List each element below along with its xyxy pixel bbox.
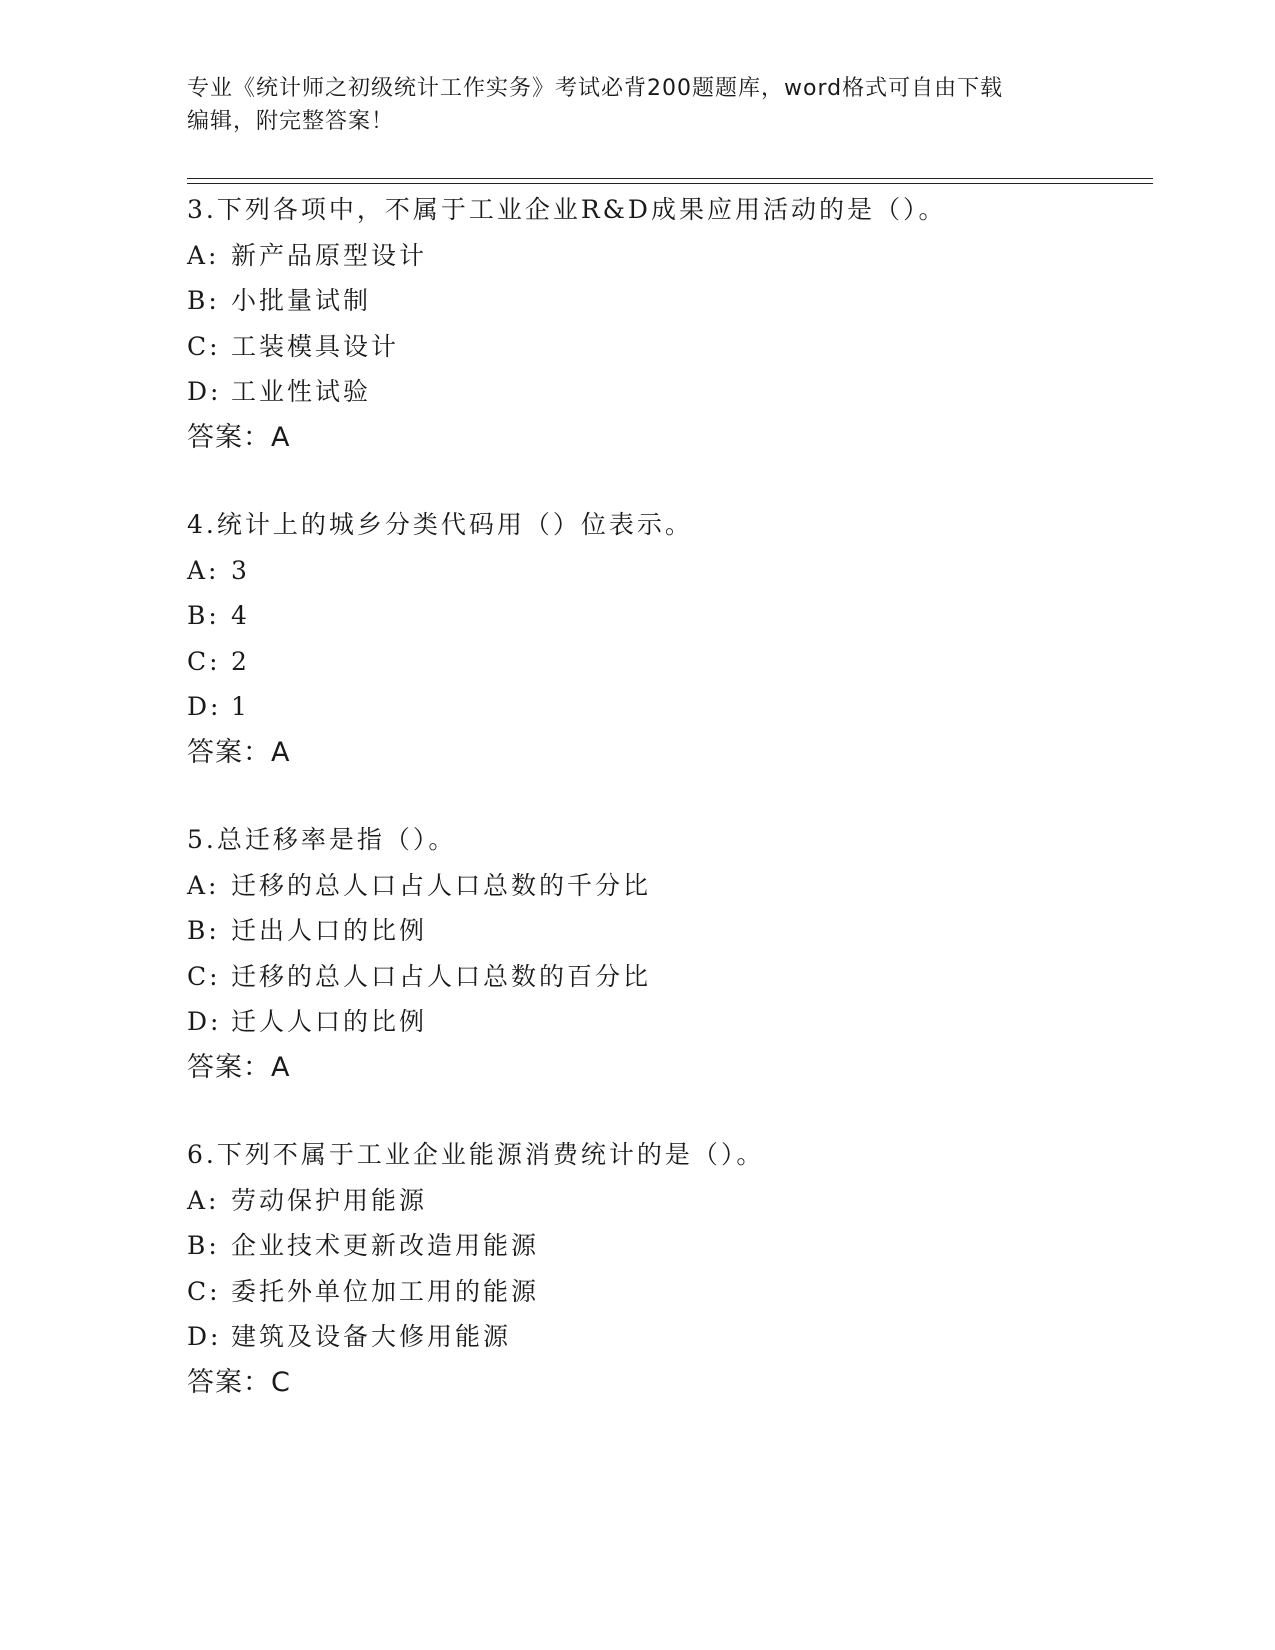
question-block xyxy=(187,502,1147,776)
header-line-1: 专业《统计师之初级统计工作实务》考试必背200题题库，word格式可自由下载 xyxy=(187,76,1004,101)
option-letter: B: xyxy=(187,916,220,946)
option-letter: D: xyxy=(187,1322,222,1352)
question-block xyxy=(187,1132,1147,1406)
option-letter: C: xyxy=(187,1276,221,1306)
option-a xyxy=(187,1178,1147,1224)
question-stem: 5.总迁移率是指（）。 xyxy=(187,825,457,854)
option-letter: A: xyxy=(187,555,220,585)
option-b xyxy=(187,278,1147,324)
option-text: 工业性试验 xyxy=(231,377,372,407)
option-text: 企业技术更新改造用能源 xyxy=(231,1231,540,1261)
answer-label: 答案：A xyxy=(187,421,291,453)
header-divider-top xyxy=(187,178,1153,179)
option-text: 3 xyxy=(231,555,250,585)
option-text: 迁人人口的比例 xyxy=(231,1007,428,1037)
option-letter: B: xyxy=(187,601,220,631)
option-letter: D: xyxy=(187,377,222,407)
option-text: 建筑及设备大修用能源 xyxy=(231,1322,512,1352)
question-stem: 6.下列不属于工业企业能源消费统计的是（）。 xyxy=(187,1140,765,1169)
option-text: 新产品原型设计 xyxy=(231,240,428,270)
option-text: 4 xyxy=(231,601,250,631)
option-b xyxy=(187,908,1147,954)
option-a xyxy=(187,863,1147,909)
option-letter: B: xyxy=(187,286,220,316)
answer-label: 答案：C xyxy=(187,1366,291,1398)
option-letter: A: xyxy=(187,240,220,270)
question-block xyxy=(187,817,1147,1091)
option-letter: C: xyxy=(187,961,221,991)
option-a xyxy=(187,233,1147,279)
option-letter: A: xyxy=(187,870,220,900)
question-block xyxy=(187,187,1147,461)
option-text: 劳动保护用能源 xyxy=(231,1185,428,1215)
option-text: 2 xyxy=(231,646,250,676)
option-letter: D: xyxy=(187,1007,222,1037)
option-letter: B: xyxy=(187,1231,220,1261)
question-stem: 3.下列各项中，不属于工业企业R&D成果应用活动的是（）。 xyxy=(187,195,947,224)
answer-label: 答案：A xyxy=(187,736,291,768)
option-b xyxy=(187,1223,1147,1269)
option-c xyxy=(187,954,1147,1000)
option-d xyxy=(187,369,1147,415)
option-c xyxy=(187,1269,1147,1315)
header-line-2: 编辑，附完整答案！ xyxy=(187,109,395,134)
option-letter: A: xyxy=(187,1185,220,1215)
option-text: 工装模具设计 xyxy=(231,331,400,361)
question-stem: 4.统计上的城乡分类代码用（）位表示。 xyxy=(187,510,693,539)
header-divider-bottom xyxy=(187,183,1153,184)
option-letter: D: xyxy=(187,692,222,722)
option-d xyxy=(187,1314,1147,1360)
option-a xyxy=(187,548,1147,594)
option-text: 小批量试制 xyxy=(231,286,372,316)
option-text: 迁移的总人口占人口总数的千分比 xyxy=(231,870,652,900)
answer-label: 答案：A xyxy=(187,1051,291,1083)
option-d xyxy=(187,999,1147,1045)
option-letter: C: xyxy=(187,331,221,361)
option-text: 1 xyxy=(231,692,250,722)
option-c xyxy=(187,324,1147,370)
option-text: 委托外单位加工用的能源 xyxy=(231,1276,540,1306)
option-d xyxy=(187,684,1147,730)
option-c xyxy=(187,639,1147,685)
option-text: 迁出人口的比例 xyxy=(231,916,428,946)
option-b xyxy=(187,593,1147,639)
option-letter: C: xyxy=(187,646,221,676)
option-text: 迁移的总人口占人口总数的百分比 xyxy=(231,961,652,991)
document-header xyxy=(187,72,1087,138)
